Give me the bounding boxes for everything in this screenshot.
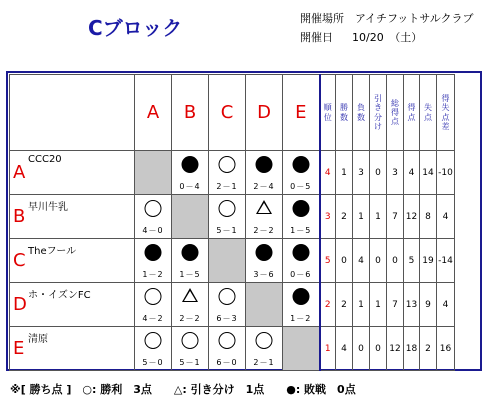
team-letter: E [13,338,25,359]
stat-value: 3 [387,151,404,195]
match-score: 1－2 [142,270,164,279]
loss-filled-circle-icon [292,200,309,217]
match-score: 4－2 [142,314,164,323]
stat-header-char: 数 [340,112,348,122]
stat-value: 4 [404,151,420,195]
stat-header-char: 得 [391,107,399,117]
points-legend: ※[ 勝ち点 ] ○: 勝利 3点 △: 引き分け 1点 ●: 敗戦 0点 [10,383,356,396]
stat-value: 2 [336,283,353,327]
win-circle-icon [219,332,236,349]
team-header [10,195,135,239]
stat-header-0 [320,75,336,151]
stat-value: 2 [336,195,353,239]
match-result-cell [283,195,320,239]
stat-value: 4 [336,327,353,371]
stat-value: 0 [370,239,387,283]
venue-value: アイチフットサルクラブ [355,12,474,25]
stat-value: 5 [404,239,420,283]
stat-header-7 [437,75,455,151]
loss-filled-circle-icon [145,244,162,261]
match-score: 5－0 [142,358,164,367]
stat-value: 1 [370,195,387,239]
team-row-c [10,239,455,283]
self-match-cell [283,327,320,371]
match-result-cell [135,283,172,327]
match-score: 2－1 [253,358,275,367]
stat-value: 13 [404,283,420,327]
loss-filled-circle-icon [292,156,309,173]
date-value: 10/20 （土） [352,31,423,44]
stat-value: 0 [370,327,387,371]
match-score: 2－2 [253,226,275,235]
stat-header-char: 負 [357,103,365,113]
win-circle-icon [145,332,162,349]
stat-value: 8 [420,195,437,239]
stat-value: 1 [353,283,370,327]
match-score: 1－5 [179,270,201,279]
team-name: 清原 [28,334,48,345]
team-name: ホ・イズンFC [28,290,91,301]
stat-value: 0 [387,239,404,283]
stat-header-char: き [374,103,382,113]
rank-value: 2 [320,283,336,327]
venue-label: 開催場所 [300,12,344,25]
column-header-b: B [172,75,209,151]
column-header-c: C [209,75,246,151]
stat-value: 4 [353,239,370,283]
stat-value: 18 [404,327,420,371]
stat-header-char: 点 [424,112,432,122]
team-header [10,283,135,327]
match-score: 5－1 [179,358,201,367]
self-match-cell [135,151,172,195]
stat-header-char: 勝 [340,103,348,113]
stat-header-char: 点 [441,112,450,122]
team-row-e [10,327,455,371]
stat-value: 7 [387,195,404,239]
match-score: 0－6 [290,270,312,279]
match-result-cell [135,195,172,239]
stat-value: 14 [420,151,437,195]
loss-filled-circle-icon [182,156,199,173]
stat-value: 16 [437,327,455,371]
match-result-cell [283,239,320,283]
stat-header-char: 得 [407,103,416,113]
stat-header-char: 順 [323,103,332,113]
match-score: 0－4 [179,182,201,191]
stat-value: 12 [387,327,404,371]
date-label: 開催日 [300,31,333,44]
team-header [10,239,135,283]
stat-header-char: 失 [441,103,450,113]
match-result-cell [135,327,172,371]
stat-value: 4 [437,195,455,239]
win-circle-icon [145,288,162,305]
team-letter: A [13,162,26,183]
draw-triangle-icon [182,288,198,302]
match-result-cell [246,239,283,283]
match-result-cell [246,151,283,195]
win-circle-icon [219,156,236,173]
stat-header-char: 位 [323,112,332,122]
team-name: Theフール [28,246,77,257]
team-letter: B [13,206,26,227]
match-result-cell [283,151,320,195]
team-row-b [10,195,455,239]
match-result-cell [135,239,172,283]
stat-value: 7 [387,283,404,327]
stat-header-char: 得 [441,94,450,104]
block-title: Cブロック [88,16,183,40]
draw-triangle-icon [256,200,272,214]
match-result-cell [209,327,246,371]
rank-value: 1 [320,327,336,371]
match-score: 6－3 [216,314,238,323]
team-row-a [10,151,455,195]
match-score: 2－1 [216,182,238,191]
stat-header-2 [353,75,370,151]
match-result-cell [246,327,283,371]
stat-header-4 [387,75,404,151]
stat-value: 0 [336,239,353,283]
corner-cell [10,75,135,151]
rank-value: 4 [320,151,336,195]
match-score: 1－2 [290,314,312,323]
stat-header-5 [404,75,420,151]
stat-value: -14 [437,239,455,283]
stat-header-char: 分 [374,112,382,122]
match-result-cell [283,283,320,327]
match-result-cell [209,283,246,327]
column-header-e: E [283,75,320,151]
stat-header-char: 数 [357,112,365,122]
win-circle-icon [256,332,273,349]
team-header [10,151,135,195]
stat-value: 0 [353,327,370,371]
match-score: 0－5 [290,182,312,191]
loss-filled-circle-icon [292,244,309,261]
team-name: 早川牛乳 [28,202,68,213]
match-score: 4－0 [142,226,164,235]
column-header-d: D [246,75,283,151]
stat-value: 1 [370,283,387,327]
match-result-cell [209,151,246,195]
stat-header-char: 差 [441,121,450,131]
win-circle-icon [182,332,199,349]
team-row-d [10,283,455,327]
stat-value: 0 [370,151,387,195]
match-result-cell [172,239,209,283]
column-header-a: A [135,75,172,151]
stat-header-char: け [374,121,382,131]
header-row [10,75,455,151]
match-score: 6－0 [216,358,238,367]
stat-value: 3 [353,151,370,195]
stat-value: 12 [404,195,420,239]
team-name: CCC20 [28,154,62,165]
match-result-cell [246,195,283,239]
team-letter: C [13,250,26,271]
win-circle-icon [219,288,236,305]
match-result-cell [209,195,246,239]
stat-header-char: 点 [391,117,399,127]
stat-value: 9 [420,283,437,327]
rank-value: 5 [320,239,336,283]
loss-filled-circle-icon [256,244,273,261]
stat-value: 4 [437,283,455,327]
stat-header-char: 失 [424,103,432,113]
match-score: 1－5 [290,226,312,235]
stat-header-6 [420,75,437,151]
loss-filled-circle-icon [182,244,199,261]
match-result-cell [172,151,209,195]
loss-filled-circle-icon [292,288,309,305]
stat-value: 1 [353,195,370,239]
stat-header-char: 引 [374,94,382,104]
match-score: 5－1 [216,226,238,235]
stat-value: 19 [420,239,437,283]
standings-table [9,74,455,371]
match-result-cell [172,283,209,327]
stat-header-char: 総 [391,98,399,108]
rank-value: 3 [320,195,336,239]
match-result-cell [172,327,209,371]
stat-header-1 [336,75,353,151]
match-score: 2－4 [253,182,275,191]
team-letter: D [13,294,27,315]
stat-header-char: 点 [407,112,416,122]
match-score: 3－6 [253,270,275,279]
match-score: 2－2 [179,314,201,323]
win-circle-icon [219,200,236,217]
stat-value: 2 [420,327,437,371]
team-header [10,327,135,371]
stat-value: 1 [336,151,353,195]
stat-header-3 [370,75,387,151]
self-match-cell [172,195,209,239]
stat-value: -10 [437,151,455,195]
win-circle-icon [145,200,162,217]
self-match-cell [209,239,246,283]
loss-filled-circle-icon [256,156,273,173]
self-match-cell [246,283,283,327]
